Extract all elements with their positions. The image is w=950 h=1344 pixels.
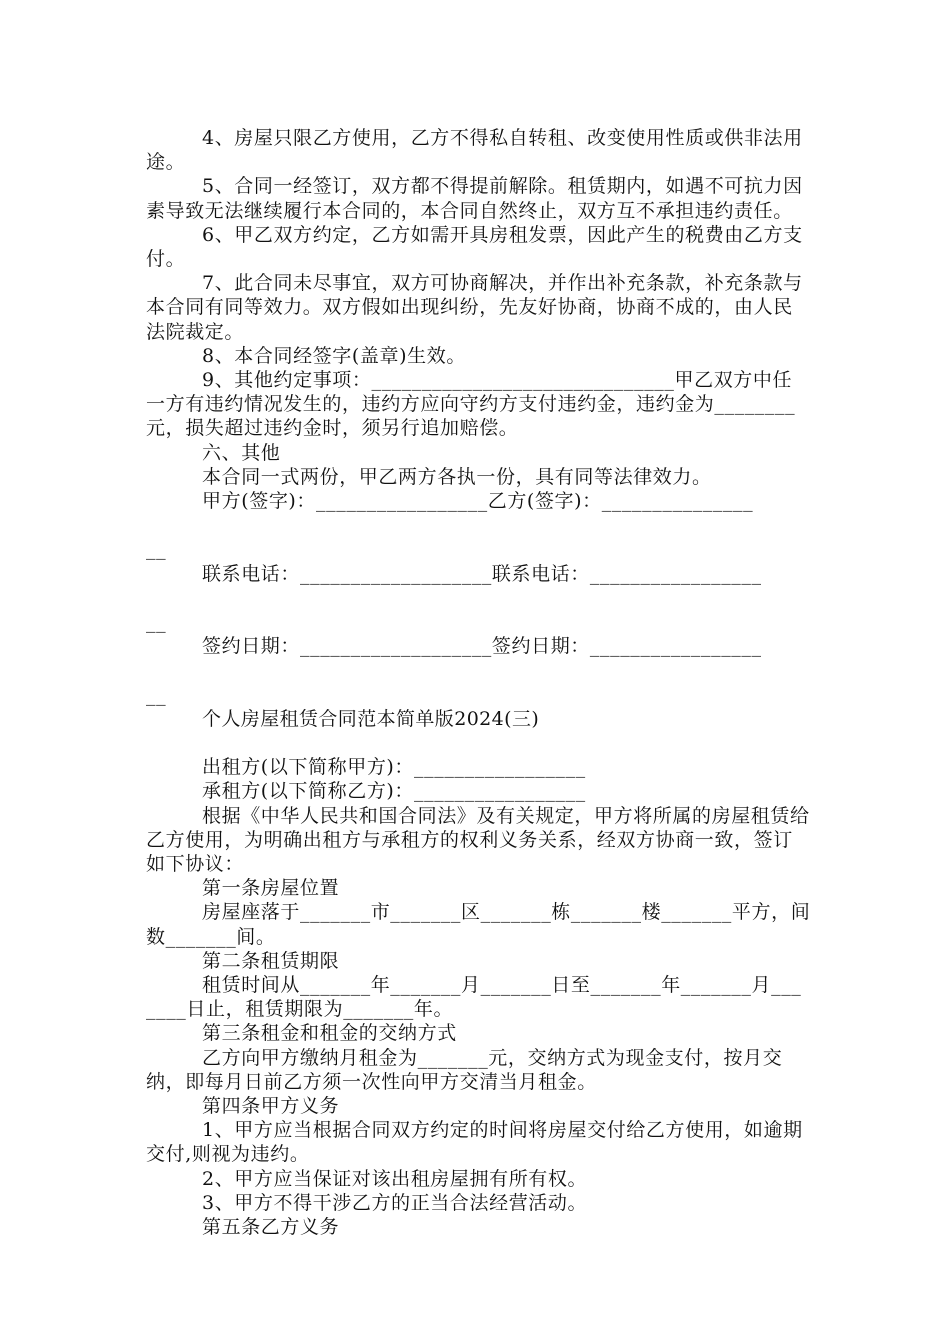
article-4-item: 3、甲方不得干涉乙方的正当合法经营活动。 (202, 1191, 588, 1214)
lessee-line: 承租方(以下简称乙方)：_________________ (202, 780, 586, 803)
date-row-tail: __ (146, 683, 167, 706)
signature-row: 甲方(签字)：_________________乙方(签字)：_______________ (202, 490, 754, 513)
spacer (146, 731, 811, 755)
article-4-item: 2、甲方应当保证对该出租房屋拥有所有权。 (202, 1167, 588, 1190)
article-3-text: 乙方向甲方缴纳月租金为_______元，交纳方式为现金支付，按月交纳，即每月日前乙方须一次性向甲方交清当月租金。 (146, 1046, 783, 1093)
spacer (146, 658, 811, 682)
copies-statement: 本合同一式两份，甲乙两方各执一份，具有同等法律效力。 (202, 465, 712, 488)
article-4-title: 第四条甲方义务 (202, 1094, 340, 1117)
clause-4: 4、房屋只限乙方使用，乙方不得私自转租、改变使用性质或供非法用途。 (146, 127, 803, 174)
clause-8: 8、本合同经签字(盖章)生效。 (202, 344, 466, 367)
spacer (146, 586, 811, 610)
signature-block (146, 489, 811, 707)
clause-6: 6、甲乙双方约定，乙方如需开具房租发票，因此产生的税费由乙方支付。 (146, 223, 803, 271)
date-row: 签约日期：___________________签约日期：_________________ (202, 635, 762, 658)
article-1-text: 房屋座落于_______市_______区_______栋_______楼_______平方，间数_______间。 (146, 901, 811, 948)
phone-row-tail: __ (146, 610, 167, 633)
intro-paragraph: 根据《中华人民共和国合同法》及有关规定，甲方将所属的房屋租赁给乙方使用，为明确出租方与承租方的权利义务关系，经双方协商一致，签订如下协议： (146, 804, 810, 875)
clause-5: 5、合同一经签订，双方都不得提前解除。租赁期内，如遇不可抗力因素导致无法继续履行本合同的，本合同自然终止，双方互不承担违约责任。 (146, 175, 803, 222)
clause-7: 7、此合同未尽事宜，双方可协商解决，并作出补充条款，补充条款与本合同有同等效力。双方假如出现纠纷，先友好协商，协商不成的，由人民法院裁定。 (146, 272, 803, 343)
article-2-title: 第二条租赁期限 (202, 949, 340, 972)
article-2-text: 租赁时间从_______年_______月_______日至_______年_______月_______日止，租赁期限为_______年。 (146, 973, 802, 1021)
clause-9: 9、其他约定事项：______________________________甲乙双方中任一方有违约情况发生的，违约方应向守约方支付违约金，违约金为________元，损失超过违约金时，须另行追加赔偿。 (146, 369, 796, 440)
contract-title: 个人房屋租赁合同范本简单版2024(三) (202, 707, 540, 730)
article-5-title: 第五条乙方义务 (202, 1215, 340, 1238)
document-body (146, 126, 811, 1239)
article-3-title: 第三条租金和租金的交纳方式 (202, 1022, 457, 1045)
article-4-item: 1、甲方应当根据合同双方约定的时间将房屋交付给乙方使用，如逾期交付,则视为违约。 (146, 1119, 803, 1166)
lessor-line: 出租方(以下简称甲方)：_________________ (202, 756, 586, 779)
section-other-heading: 六、其他 (202, 441, 281, 464)
signature-row-tail: __ (146, 538, 167, 561)
article-1-title: 第一条房屋位置 (202, 877, 340, 900)
phone-row: 联系电话：___________________联系电话：_________________ (202, 562, 762, 585)
spacer (146, 513, 811, 537)
